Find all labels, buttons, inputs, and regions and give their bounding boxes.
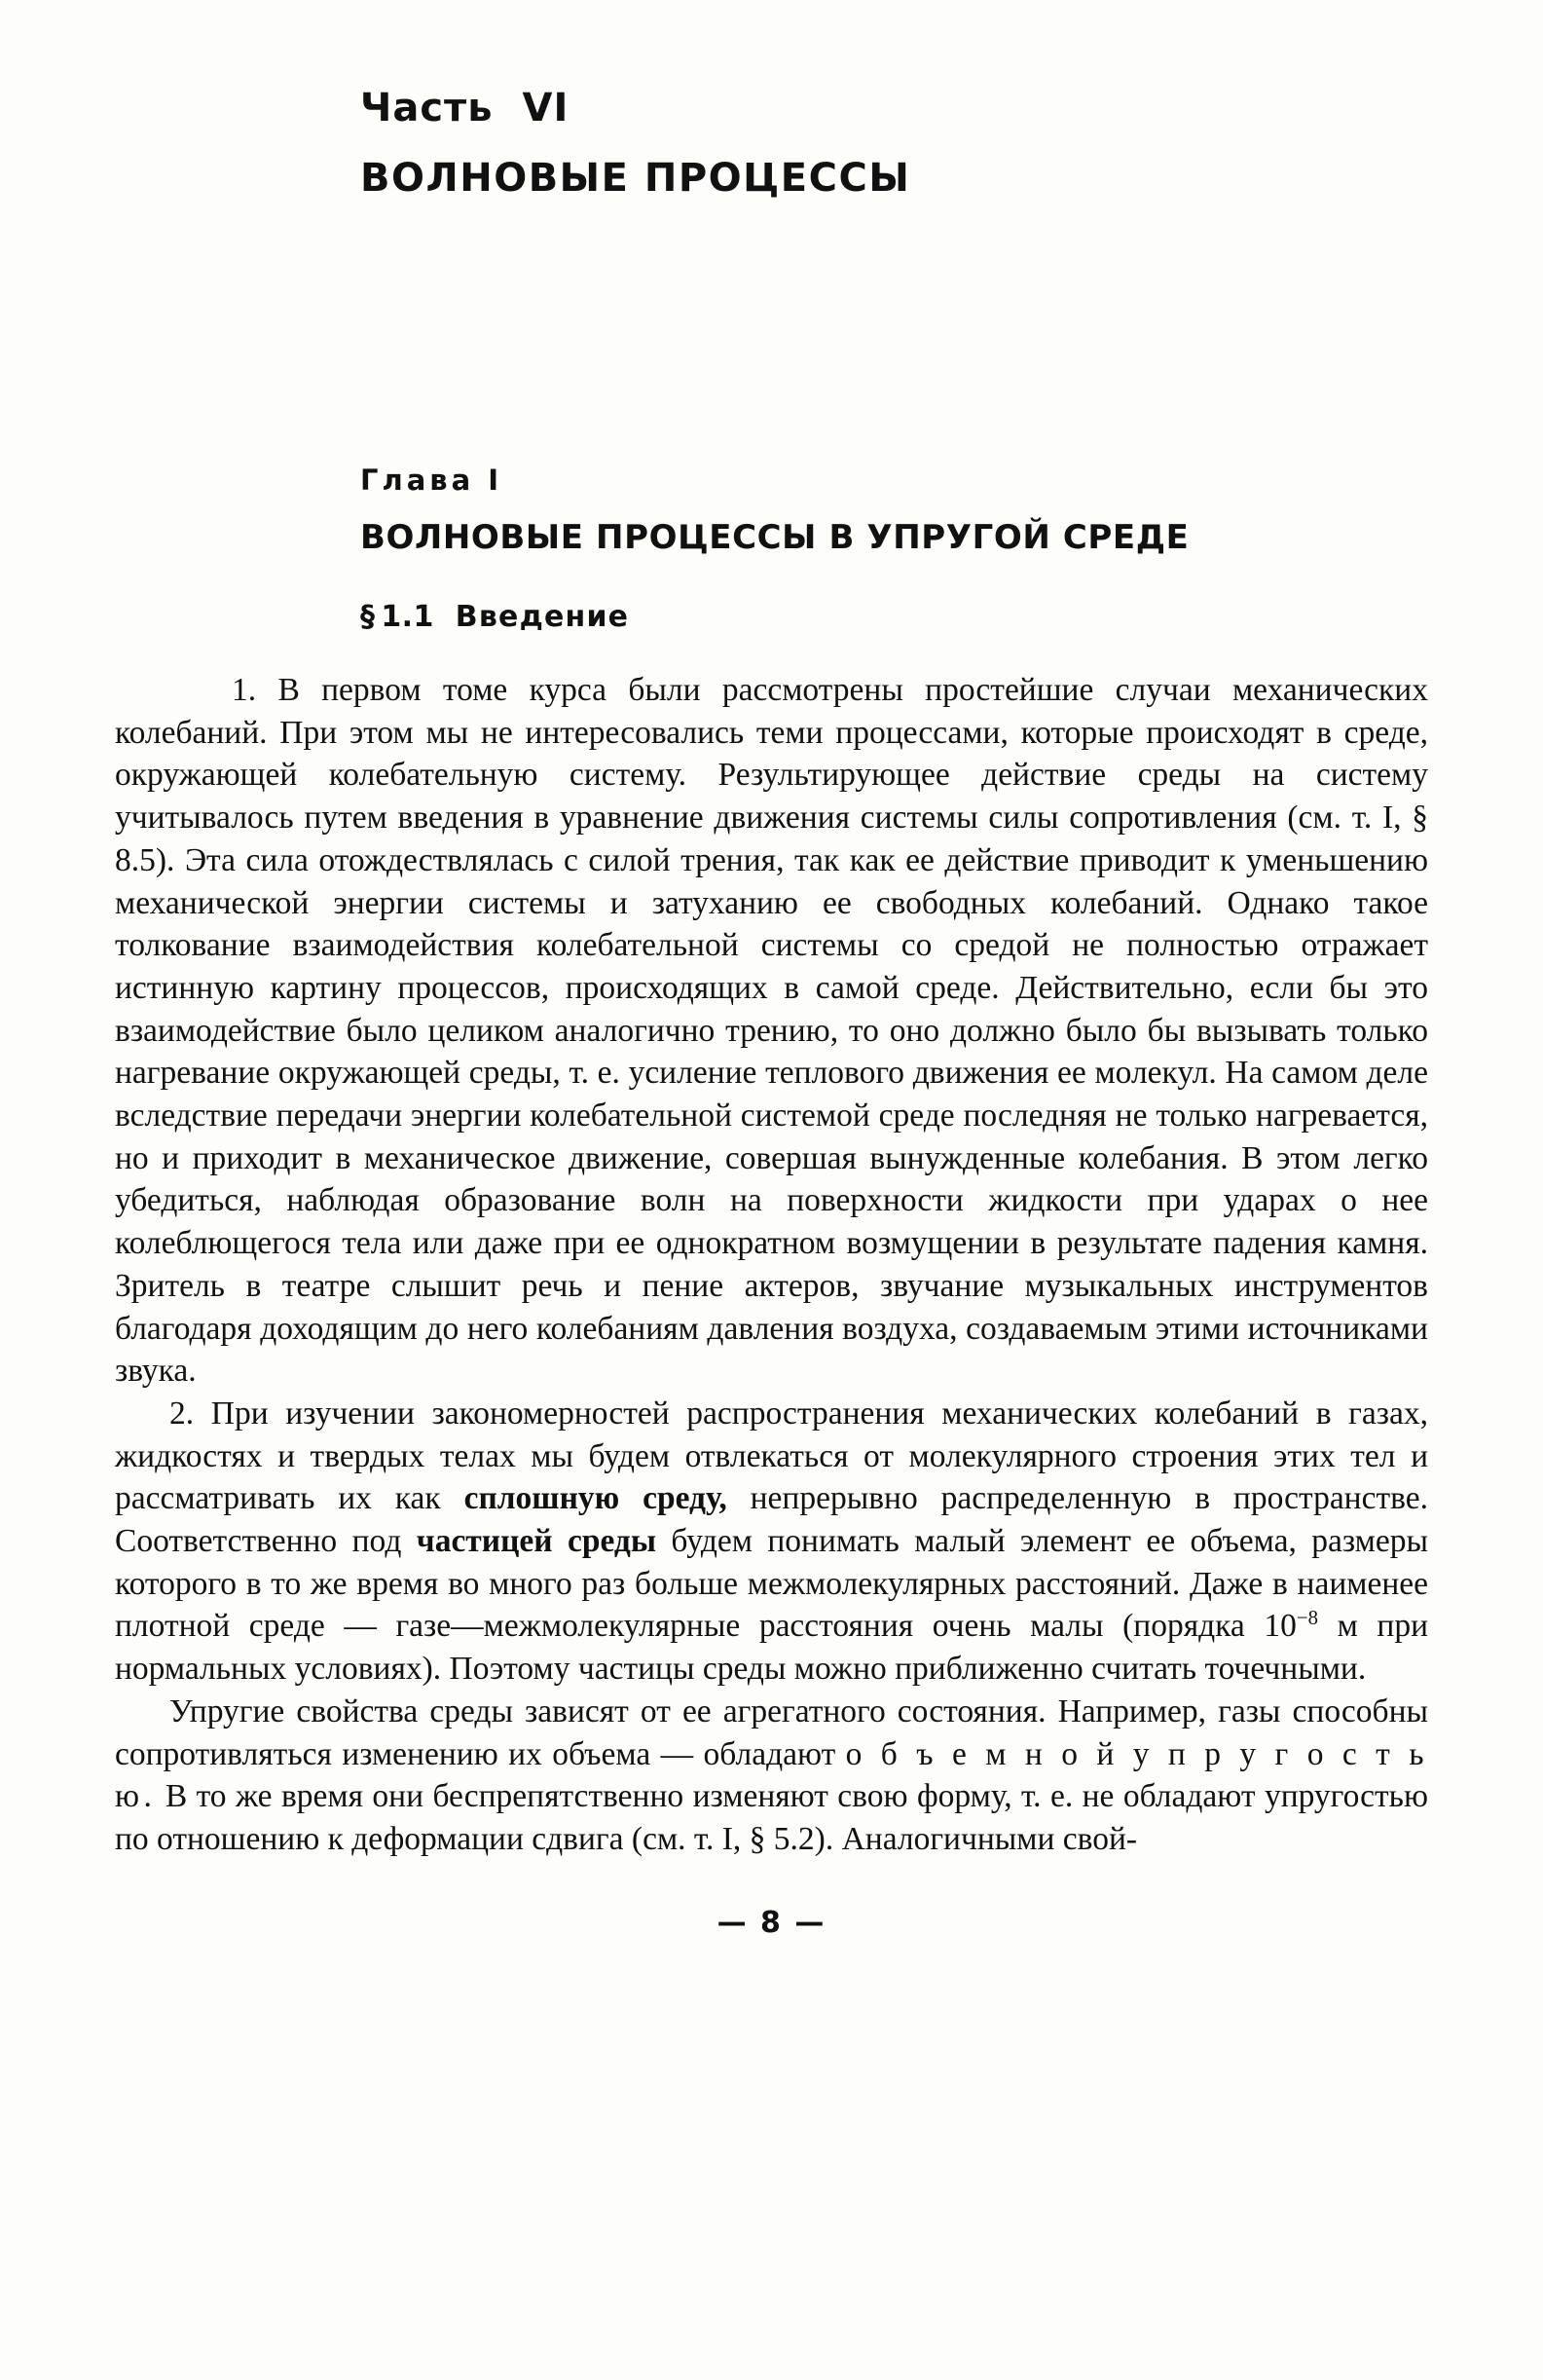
paragraph-2-text-d: м при нормальных условиях). Поэтому частицы среды можно приближенно считать точечными. [115,1608,1428,1688]
part-label [360,86,1428,130]
paragraph-2-text-b: непрерывно распределенную в пространстве. Соответственно под [115,1480,1428,1560]
section-name: Введение [455,600,630,634]
paragraph-3 [115,1691,1428,1861]
term-solid-medium: сплошную среду, [463,1480,727,1517]
paragraph-3-text-a: Упругие свойства среды зависят от ее агрегатного состояния. Например, газы способны сопротивляться изменению их объема — обладают [115,1693,1428,1772]
chapter-label: Глава I [360,464,503,497]
exponent-value: −8 [1296,1607,1318,1630]
part-title: ВОЛНОВЫЕ ПРОЦЕССЫ [360,156,911,201]
section-sign: § [360,600,376,634]
term-volume-elasticity: о б ъ е м н о й у п р у г о с т ь ю. [115,1735,1428,1815]
paragraph-2-text-a: 2. При изучении закономерностей распространения механических колебаний в газах, жидкостях и твердых телах мы будем отвлекаться от молекулярного строения этих тел и рассматривать их как [115,1395,1428,1517]
page-number: — 8 — [716,1905,827,1940]
paragraph-2-text-c: будем понимать малый элемент ее объема, размеры которого в то же время во много раз больше межмолекулярных расстояний. Даже в наименее плотной среде — газе—межмолекулярные расстояния очень малы (порядка 10 [115,1523,1428,1645]
paragraph-3-text-b: В то же время они беспрепятственно изменяют свою форму, т. е. не обладают упругостью по отношению к деформации сдвига (см. т. I, § 5.2). Аналогичными свой- [115,1778,1428,1858]
section-number: 1.1 [381,600,434,634]
paragraph-2 [115,1393,1428,1691]
section-title [360,600,1428,634]
chapter-title: ВОЛНОВЫЕ ПРОЦЕССЫ В УПРУГОЙ СРЕДЕ [360,518,1190,557]
part-number: VI [522,86,569,130]
term-medium-particle: частицей среды [416,1523,656,1560]
paragraph-1-text: 1. В первом томе курса были рассмотрены простейшие случаи механических колебаний. При этом мы не интересовались теми процессами, которые происходят в среде, окружающей колебательную систему. Результирующее действие среды на систему учитывалось путем введения в уравнение движения системы силы сопротивления (см. т. I, § 8.5). Эта сила отождествлялась с силой трения, так как ее действие приводит к уменьшению механической энергии системы и затуханию ее свободных колебаний. Однако такое толкование взаимодействия колебательной системы со средой не полностью отражает истинную картину процессов, происходящих в самой среде. Действительно, если бы это взаимодействие было целиком аналогично трению, то оно должно было бы вызывать только нагревание окружающей среды, т. е. усиление теплового движения ее молекул. На самом деле вследствие передачи энергии колебательной системой среде последняя не только нагревается, но и приходит в механическое движение, совершая вынужденные колебания. В этом легко убедиться, наблюдая образование волн на поверхности жидкости при ударах о нее колеблющегося тела или даже при ее однократном возмущении в результате падения камня. Зритель в театре слышит речь и пение актеров, звучание музыкальных инструментов благодаря доходящим до него колебаниям давления воздуха, создаваемым этими источниками звука. [115,672,1428,1390]
paragraph-1 [115,669,1428,1393]
part-label-text: Часть [360,86,494,130]
body-text [115,669,1428,1861]
